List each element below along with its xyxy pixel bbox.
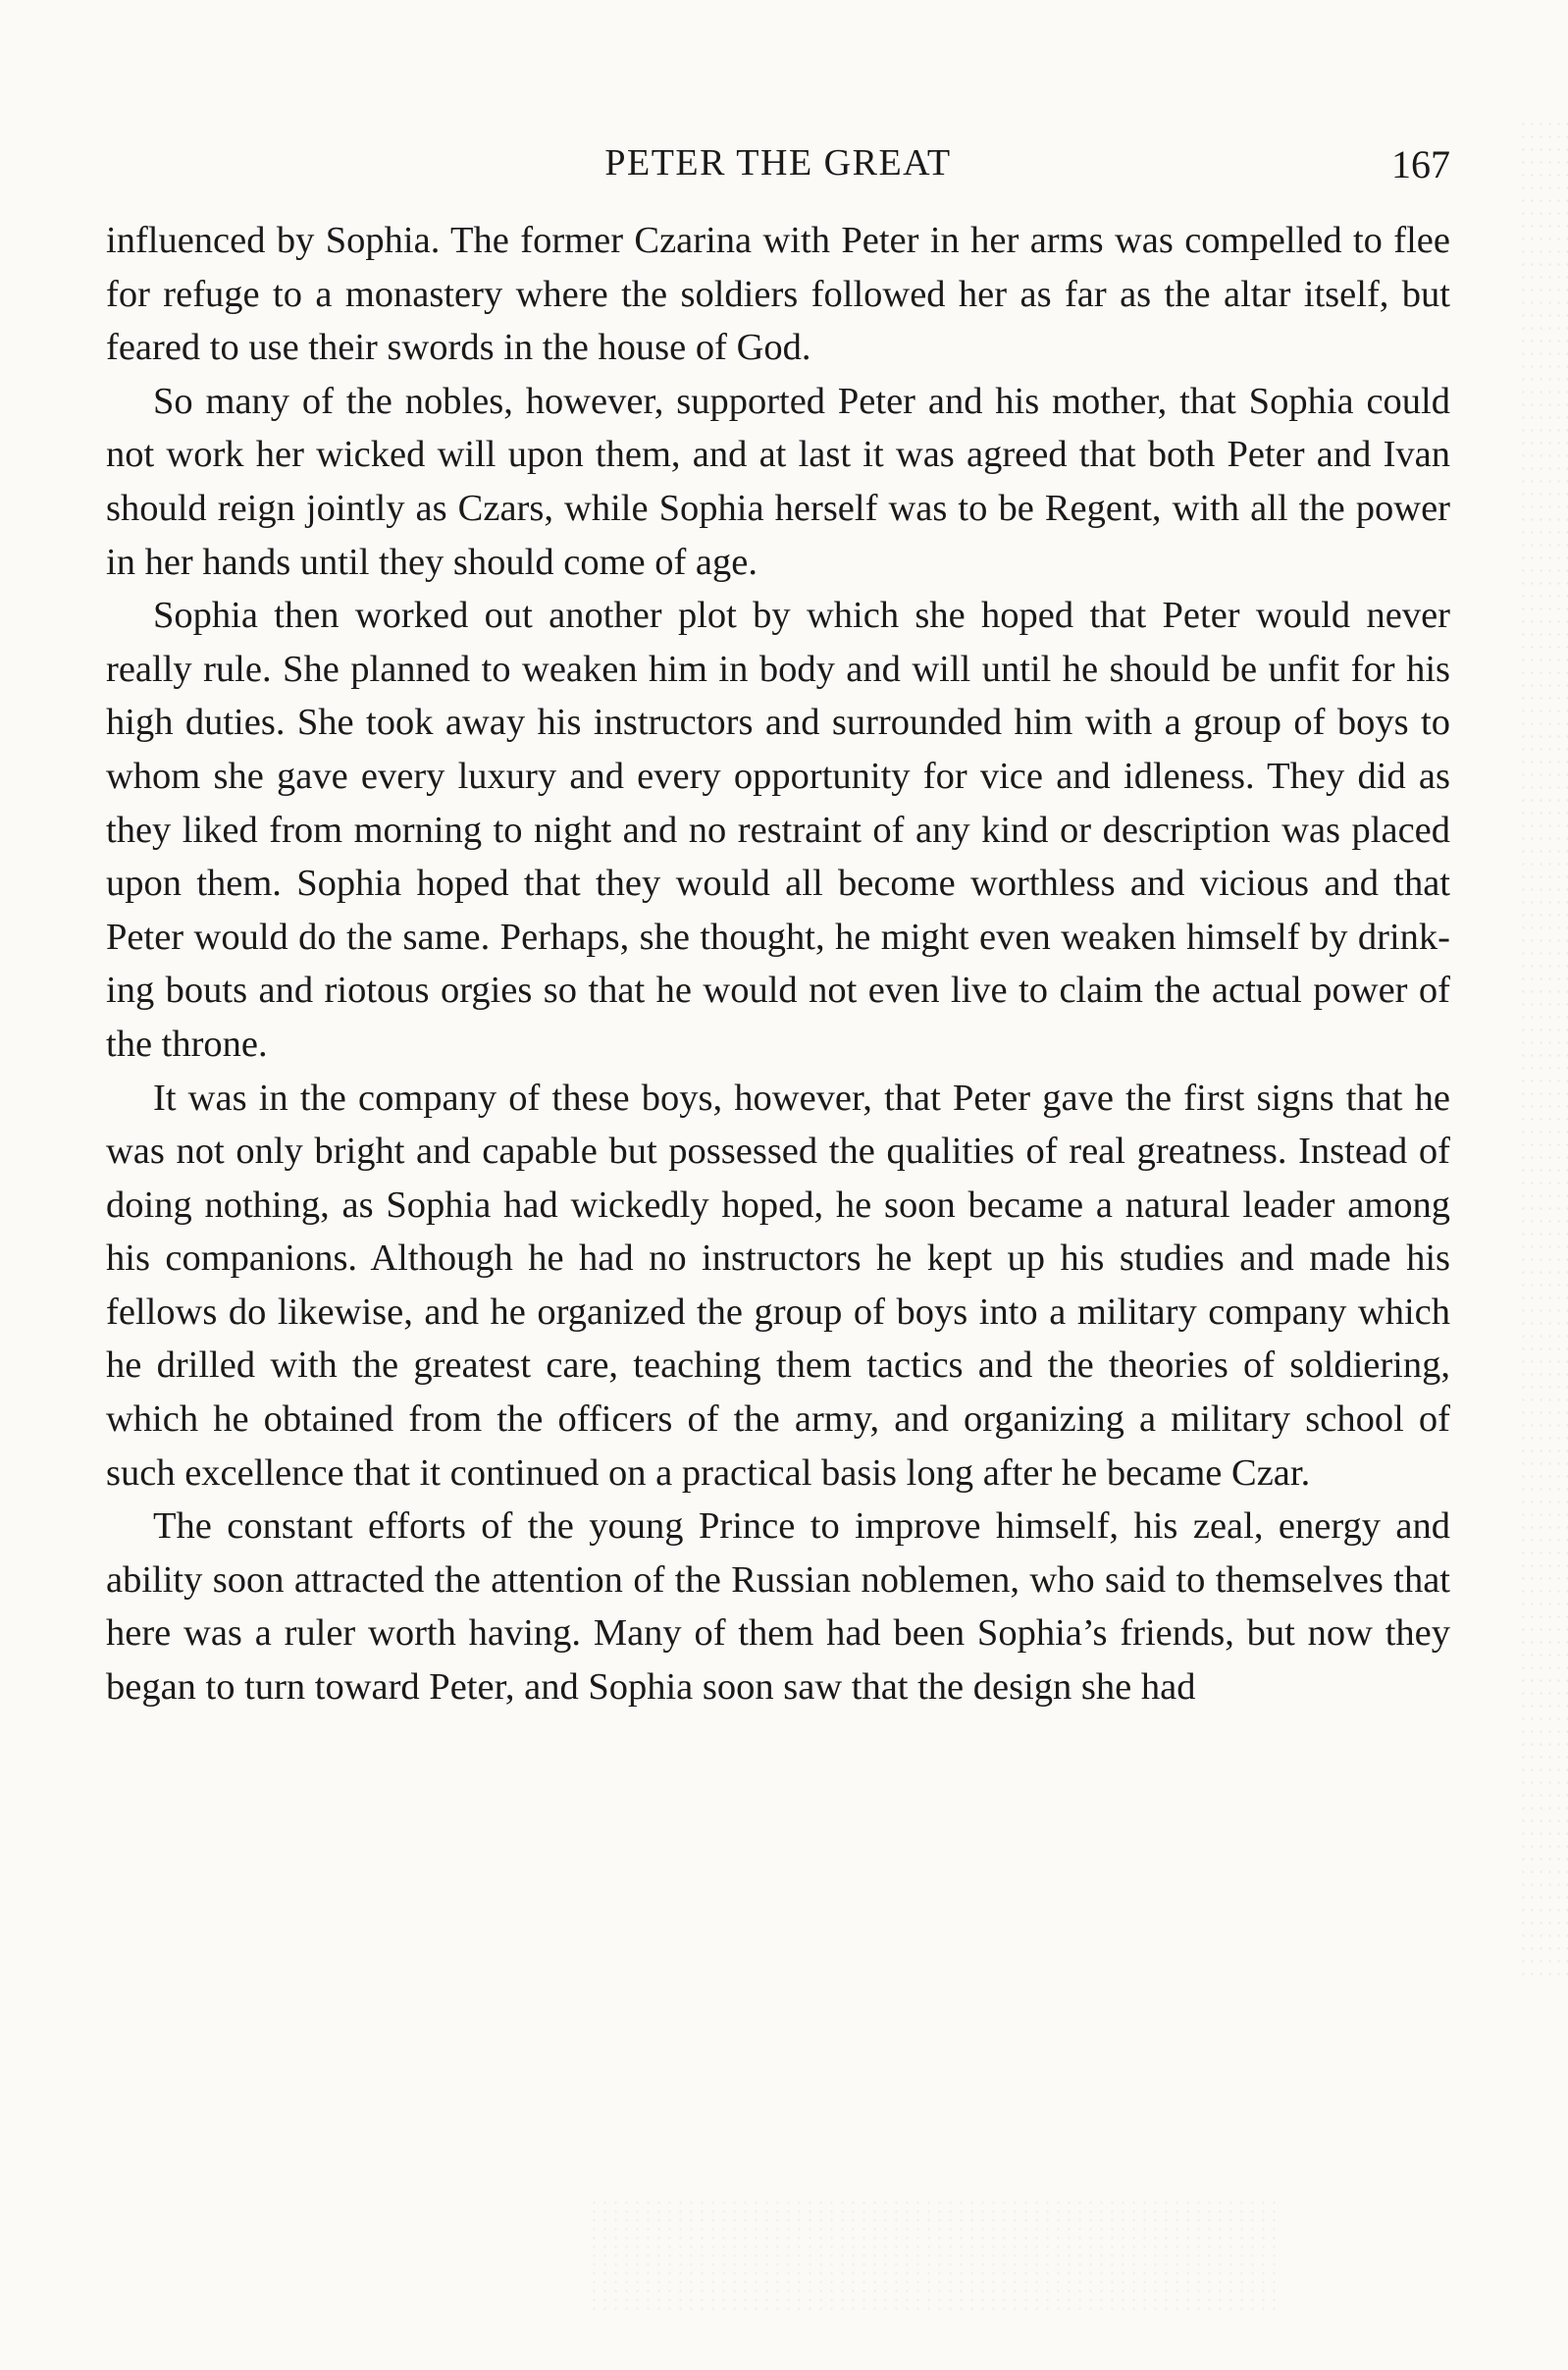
running-head <box>106 137 1450 196</box>
paper-speckle-texture-bottom <box>589 2198 1276 2316</box>
paper-speckle-texture <box>1519 118 1568 1982</box>
paragraph-4: It was in the company of these boys, however, that Peter gave the first signs that he was not only bright and capable but possessed the qualities of real greatness. Instead of doing nothing, as Sophia had wickedly hoped, he soon became a natural leader among his companions. Although he had no instructors he kept up his studies and made his fellows do likewise, and he organized the group of boys into a military company which he drilled with the greatest care, teaching them tactics and the theories of soldiering, which he obtained from the officers of the army, and organizing a military school of such excellence that it continued on a practical basis long after he became Czar. <box>106 1077 1450 1494</box>
paragraph-3: Sophia then worked out another plot by which she hoped that Peter would never really rule. She planned to weaken him in body and will until he should be unfit for his high duties. She took away his instructors and surrounded him with a group of boys to whom she gave every luxury and every opportunity for vice and idleness. They did as they liked from morning to night and no restraint of any kind or description was placed upon them. Sophia hoped that they would all become worthless and vicious and that Peter would do the same. Perhaps, she thought, he might even weaken himself by drinking bouts and riotous orgies so that he would not even live to claim the actual power of the throne. <box>106 595 1450 1065</box>
paragraph-2: So many of the nobles, however, supported Peter and his mother, that Sophia could not work her wicked will upon them, and at last it was agreed that both Peter and Ivan should reign jointly as Czars, while Sophia herself was to be Regent, with all the power in her hands until they should come of age. <box>106 380 1450 583</box>
paragraph-5: The constant efforts of the young Prince to improve himself, his zeal, energy and ability soon attracted the attention of the Russian noblemen, who said to themselves that here was a ruler worth having. Many of them had been Sophia’s friends, but now they began to turn toward Peter, and Sophia soon saw that the design she had <box>106 1505 1450 1709</box>
running-title: PETER THE GREAT <box>604 142 952 184</box>
page-number: 167 <box>1391 142 1450 186</box>
body-text <box>106 214 1450 1714</box>
paragraph-1: influenced by Sophia. The former Czarina with Peter in her arms was compelled to flee for refuge to a monastery where the soldiers followed her as far as the altar itself, but feared to use their swords in the house of God. <box>106 220 1450 369</box>
